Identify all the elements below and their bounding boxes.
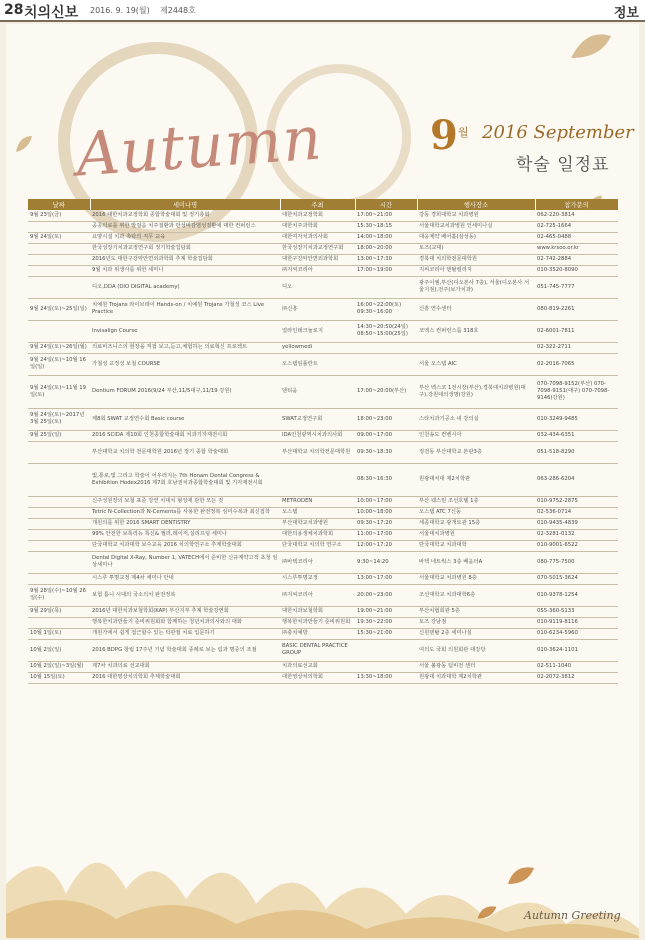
cell-seminar: 빛,통로,빛 그리고 학술이 어우러지는 7th Honam Dental Congress & Exhibition Hodex2016 제7회 호남권치과종합학술대회 및 기자재전시회: [90, 463, 280, 496]
cell-time: [355, 661, 417, 672]
cell-seminar: 부산대학교 치의학 전문대학원 2016년 정기 종합 학술대회: [90, 441, 280, 463]
cell-time: [355, 276, 417, 298]
month-suffix: 월: [458, 126, 469, 139]
cell-venue: 세종대학교 광개토관 15층: [417, 518, 535, 529]
cell-venue: 원광대 치과대학 제2치학관: [417, 672, 535, 683]
cell-host: 치과의료선교회: [280, 661, 355, 672]
cell-contact: 02-6001-7811: [535, 320, 618, 342]
cell-host: 대한치주과학회: [280, 221, 355, 232]
cell-venue: 강동 경희대학교 치과병원: [417, 210, 535, 221]
cell-host: ㈜바텍코리아: [280, 551, 355, 573]
cell-time: 09:30~18:30: [355, 441, 417, 463]
cell-time: 19:00~21:00: [355, 606, 417, 617]
cell-contact: 010-3520-8090: [535, 265, 618, 276]
leaf-icon: [506, 864, 536, 886]
cell-venue: 부산 웨스틴 조선호텔 1층: [417, 496, 535, 507]
cell-venue: 서울대학교 치과병원 8층: [417, 573, 535, 584]
cell-time: 11:00~17:00: [355, 529, 417, 540]
table-row: [28, 639, 618, 661]
cell-seminar: 2016년 대한치과보철학회(KAP) 부산지부 추계 학술강연회: [90, 606, 280, 617]
cell-contact: 055-360-5133: [535, 606, 618, 617]
cell-date: 9월 24일(토)~2017년 3월 25일(토): [28, 408, 90, 430]
table-row: [28, 320, 618, 342]
cell-seminar: 2016 대한영상치의학회 추계학술대회: [90, 672, 280, 683]
table-row: [28, 540, 618, 551]
table-row: [28, 408, 618, 430]
header-time: 시간: [355, 199, 417, 210]
cell-host: 얼라인테크놀로지: [280, 320, 355, 342]
cell-host: 오스템임플란트: [280, 353, 355, 375]
cell-contact: 010-9435-4839: [535, 518, 618, 529]
cell-time: [355, 639, 417, 661]
cell-date: 10월 2일(일)~3일(월): [28, 661, 90, 672]
table-row: [28, 254, 618, 265]
table-row: [28, 496, 618, 507]
cell-date: 9월 24일(토)~11월 19일(토): [28, 375, 90, 408]
cell-date: [28, 254, 90, 265]
cell-venue: 부산 벡스코 1전시장(부산),경북대치과병원(대구),강원대의생명(강원): [417, 375, 535, 408]
autumn-greeting: Autumn Greeting: [524, 909, 621, 922]
cell-seminar: Dentium FORUM 2016(9/24 부산,11/5대구,11/19 강원): [90, 375, 280, 408]
cell-time: 16:00~22:00(토) 09:30~16:00: [355, 298, 417, 320]
cell-venue: [417, 342, 535, 353]
table-row: [28, 463, 618, 496]
schedule-table: [28, 199, 619, 684]
cell-time: 14:30~20:50(24일) 08:50~15:00(25일): [355, 320, 417, 342]
cell-time: 19:30~22:00: [355, 617, 417, 628]
cell-venue: 여의도 국회 의원회관 대강당: [417, 639, 535, 661]
month-number: 9: [430, 112, 458, 159]
cell-contact: 010-9752-2875: [535, 496, 618, 507]
table-row: [28, 353, 618, 375]
table-row: [28, 232, 618, 243]
cell-host: 대한여자치과의사회: [280, 232, 355, 243]
cell-contact: 010-9378-1254: [535, 584, 618, 606]
cell-venue: 서울 오스템 AIC: [417, 353, 535, 375]
cell-contact: 062-220-3814: [535, 210, 618, 221]
table-row: [28, 584, 618, 606]
cell-contact: 070-5015-3624: [535, 573, 618, 584]
cell-time: 12:00~17:20: [355, 540, 417, 551]
cell-host: yellowmedi: [280, 342, 355, 353]
newspaper-name: 치의신보: [24, 5, 79, 21]
header-venue: 행사장소: [417, 199, 535, 210]
cell-venue: 대웅제약 베어홀(삼성동): [417, 232, 535, 243]
cell-host: METRODEN: [280, 496, 355, 507]
cell-contact: 02-2072-3812: [535, 672, 618, 683]
section-label: 정보: [613, 6, 639, 21]
cell-host: ㈜지씨코리아: [280, 265, 355, 276]
cell-contact: 070-7098-9152(부산) 070-7098-9151(대구) 070-7098-9146(강원): [535, 375, 618, 408]
cell-date: [28, 573, 90, 584]
cell-contact: www.krsoo.or.kr: [535, 243, 618, 254]
cell-host: 대한치과교정학회: [280, 210, 355, 221]
table-row: [28, 661, 618, 672]
cell-seminar: 2016 대한치과교정학회 종합학술대회 및 정기총회: [90, 210, 280, 221]
cell-contact: 02-2016-7065: [535, 353, 618, 375]
header-date: 날짜: [28, 199, 90, 210]
cell-seminar: 한국성장기치과교정연구회 정기학술집담회: [90, 243, 280, 254]
cell-host: SWAT교정연구회: [280, 408, 355, 430]
cell-time: 14:00~18:00: [355, 232, 417, 243]
cell-host: [280, 463, 355, 496]
cell-time: 13:00~17:30: [355, 254, 417, 265]
issue-number: 제2448호: [160, 6, 196, 15]
cell-contact: 02-511-1040: [535, 661, 618, 672]
cell-venue: 스타치과기공소 내 강의실: [417, 408, 535, 430]
cell-date: 9월 25일(일): [28, 430, 90, 441]
cell-venue: 신흥 연수센터: [417, 298, 535, 320]
cell-venue: 서울대학교치과병원 인세미나실: [417, 221, 535, 232]
cell-venue: 서울대치과병원: [417, 529, 535, 540]
table-row: [28, 276, 618, 298]
cell-seminar: 제8회 SWAT 교정연수회 Basic course: [90, 408, 280, 430]
cell-host: 덴티움: [280, 375, 355, 408]
cell-host: 부산대학교치과병원: [280, 518, 355, 529]
cell-host: ㈜지씨코리아: [280, 584, 355, 606]
cell-contact: 051-745-7777: [535, 276, 618, 298]
cell-venue: 부산치협회관 5층: [417, 606, 535, 617]
cell-date: [28, 463, 90, 496]
cell-seminar: Tetric N-Collection과 N-Cements를 사용한 완전정복 심미수복과 최신접착: [90, 507, 280, 518]
cell-time: [355, 342, 417, 353]
cell-host: ㈜충치예방: [280, 628, 355, 639]
table-header-row: [28, 199, 618, 210]
cell-time: 09:00~17:00: [355, 430, 417, 441]
table-row: [28, 628, 618, 639]
cell-time: 13:00~17:00: [355, 573, 417, 584]
page-header: [0, 0, 645, 22]
table-row: [28, 265, 618, 276]
cell-contact: 02-322-2711: [535, 342, 618, 353]
schedule-body: [28, 210, 618, 683]
cell-host: 디오: [280, 276, 355, 298]
cell-date: [28, 529, 90, 540]
cell-host: BASIC DENTAL PRACTICE GROUP: [280, 639, 355, 661]
table-row: [28, 529, 618, 540]
table-row: [28, 430, 618, 441]
page-number: 28: [4, 2, 24, 18]
cell-venue: 단국대학교 치과대학: [417, 540, 535, 551]
cell-date: [28, 518, 90, 529]
cell-seminar: Dental Digital X-Ray, Number 1, VATECH에서 준비한 신규계약고객 초청 임상세미나: [90, 551, 280, 573]
cell-contact: 010-9001-6522: [535, 540, 618, 551]
cell-date: 10월 2일(일): [28, 639, 90, 661]
cell-host: 대한의용생체치과학회: [280, 529, 355, 540]
cell-time: 18:00~20:00: [355, 243, 417, 254]
cell-date: 9월 28일(수)~10월 26일(수): [28, 584, 90, 606]
cell-seminar: 가철성 교정성 보철 COURSE: [90, 353, 280, 375]
cell-seminar: 개원의를 위한 2016 SMART DENTISTRY: [90, 518, 280, 529]
cell-date: [28, 265, 90, 276]
table-row: [28, 507, 618, 518]
cell-time: 10:00~17:00: [355, 496, 417, 507]
cell-date: [28, 551, 90, 573]
cell-host: 부산대학교 치의학전문대학원: [280, 441, 355, 463]
header-contact: 참가문의: [535, 199, 618, 210]
cell-contact: 02-465-0488: [535, 232, 618, 243]
cell-time: 9:30~14:20: [355, 551, 417, 573]
cell-time: 17:00~20:00(부산): [355, 375, 417, 408]
table-row: [28, 221, 618, 232]
cell-venue: 코엑스 컨퍼런스룸 318호: [417, 320, 535, 342]
cell-seminar: 보험 틈니 시대의 국소의치 완전정복: [90, 584, 280, 606]
table-row: [28, 551, 618, 573]
cell-date: 9월 24일(토)~25일(일): [28, 298, 90, 320]
table-row: [28, 606, 618, 617]
cell-contact: 080-819-2261: [535, 298, 618, 320]
cell-date: 10월 15일(토): [28, 672, 90, 683]
cell-time: 17:00~21:00: [355, 210, 417, 221]
cell-date: [28, 276, 90, 298]
cell-host: 대한영상치의학회: [280, 672, 355, 683]
cell-contact: 02-742-2884: [535, 254, 618, 265]
cell-seminar: 시스루 투명교정 제4차 세미나 안내: [90, 573, 280, 584]
cell-date: 9월 24일(토): [28, 232, 90, 243]
cell-date: [28, 496, 90, 507]
cell-date: [28, 617, 90, 628]
cell-date: [28, 320, 90, 342]
cell-host: 한국성장기치과교정연구회: [280, 243, 355, 254]
cell-seminar: 치예원 Trojans 라이브데이 Hands-on / 치예원 Trojans 가철성 코스 Live Practice: [90, 298, 280, 320]
table-row: [28, 441, 618, 463]
cell-seminar: 행복한치과만들기 준비위원회와 함께하는 청년치과의사와의 대화: [90, 617, 280, 628]
cell-seminar: 2016 SCIDA 제10회 인천종합학술대회 치과기자재전시회: [90, 430, 280, 441]
leaf-icon: [476, 904, 498, 920]
cell-seminar: 2016년도 대한구강악안면외과학회 추계 학술집담회: [90, 254, 280, 265]
cell-time: 18:00~23:00: [355, 408, 417, 430]
cell-venue: 오스템 ATC 7신동: [417, 507, 535, 518]
cell-venue: 신원덴탈 2층 세미나실: [417, 628, 535, 639]
cell-seminar: 의료비즈니스의 현장을 직접 보고,듣고,체험하는 의료혁신 프로젝트: [90, 342, 280, 353]
cell-time: 09:30~17:20: [355, 518, 417, 529]
cell-host: 단국대학교 치의학 연구소: [280, 540, 355, 551]
cell-venue: 토즈 강남점: [417, 617, 535, 628]
cell-venue: 경북대 치의학전문대학원: [417, 254, 535, 265]
cell-contact: 02-3281-0132: [535, 529, 618, 540]
cell-contact: 032-434-6351: [535, 430, 618, 441]
cell-seminar: 공공의료를 위한 발걸음 치주질환과 만성비감염성질환에 대한 컨퍼런스: [90, 221, 280, 232]
cell-contact: 010-9119-8116: [535, 617, 618, 628]
cell-time: 15:30~21:00: [355, 628, 417, 639]
cell-host: 대한치과보철학회: [280, 606, 355, 617]
cell-contact: 010-3624-1101: [535, 639, 618, 661]
cell-venue: 원광대치대 제2치학관: [417, 463, 535, 496]
cell-time: 17:00~19:00: [355, 265, 417, 276]
cell-host: 시스루투명교정: [280, 573, 355, 584]
cell-seminar: 단국대학교 치과대학 보수교육 2016 치의학연구소 추계학술대회: [90, 540, 280, 551]
cell-seminar: 9월 치과 위생사를 위한 세미나: [90, 265, 280, 276]
cell-venue: 지씨코리아 덴탈컬리지: [417, 265, 535, 276]
cell-date: 9월 29일(목): [28, 606, 90, 617]
cell-time: 15:30~18:15: [355, 221, 417, 232]
table-row: [28, 617, 618, 628]
month-english: 2016 September: [482, 122, 634, 143]
table-row: [28, 243, 618, 254]
table-row: [28, 672, 618, 683]
leaf-icon: [14, 134, 34, 154]
table-row: [28, 298, 618, 320]
cell-date: 9월 24일(토)~10월 16일(일): [28, 353, 90, 375]
cell-contact: 02-725-1664: [535, 221, 618, 232]
cell-host: IDA인천광역시치과의사회: [280, 430, 355, 441]
header-seminar: 세미나명: [90, 199, 280, 210]
cell-contact: 080-775-7500: [535, 551, 618, 573]
header-host: 주최: [280, 199, 355, 210]
leaf-icon: [566, 28, 616, 68]
cell-date: [28, 221, 90, 232]
cell-date: [28, 540, 90, 551]
cell-seminar: 제7차 치과의료 선교대회: [90, 661, 280, 672]
table-row: [28, 375, 618, 408]
cell-seminar: 요양시설 치과 촉탁의 직무 교육: [90, 232, 280, 243]
cell-host: ㈜신흥: [280, 298, 355, 320]
cell-date: [28, 507, 90, 518]
cell-venue: 광주이엠,부산(디오본사 7층), 서울(디오본사 서울지점),전주(보가치과): [417, 276, 535, 298]
cell-venue: 조선대학교 치과대학6층: [417, 584, 535, 606]
cell-date: [28, 243, 90, 254]
cell-contact: 02-536-0714: [535, 507, 618, 518]
issue-date: 2016. 9. 19(월): [90, 6, 150, 15]
cell-time: 20:00~23:00: [355, 584, 417, 606]
cell-date: [28, 441, 90, 463]
table-row: [28, 342, 618, 353]
cell-date: 10월 1일(토): [28, 628, 90, 639]
cell-time: 10:00~18:00: [355, 507, 417, 518]
cell-seminar: 99% 안전한 보톡리뉴 톡신& 필러,레이저,실리프팅 세미나: [90, 529, 280, 540]
cell-venue: 바텍 네트웍스 3층 베움터A: [417, 551, 535, 573]
cell-contact: 010-6234-5960: [535, 628, 618, 639]
cell-date: 9월 24일(토)~26일(월): [28, 342, 90, 353]
cell-seminar: 신주성원장의 보철 표준 강연 치대치 형성에 관한 모든 것: [90, 496, 280, 507]
cell-venue: 인천송도 컨벤시아: [417, 430, 535, 441]
cell-time: 08:30~16:30: [355, 463, 417, 496]
cell-venue: 서울 불광동 팀비전 센터: [417, 661, 535, 672]
cell-host: 대한구강악안면외과학회: [280, 254, 355, 265]
cell-seminar: 디오,DDA (DIO DIGITAL academy): [90, 276, 280, 298]
cell-time: 13:30~18:00: [355, 672, 417, 683]
cell-seminar: 개원가에서 쉽게 접근할수 있는 턱관절 치료 입문하기: [90, 628, 280, 639]
cell-contact: 051-518-8290: [535, 441, 618, 463]
schedule-title: 학술 일정표: [516, 155, 610, 175]
table-row: [28, 518, 618, 529]
cell-host: 행복한치과만들기 준비위원회: [280, 617, 355, 628]
cell-time: [355, 353, 417, 375]
cell-contact: 010-3249-9485: [535, 408, 618, 430]
cell-venue: 토즈(교대): [417, 243, 535, 254]
table-row: [28, 210, 618, 221]
cell-seminar: 2016 BDPG 창립 17주년 기념 학술대회 종례로 보는 림과 명증의 조절: [90, 639, 280, 661]
cell-seminar: Invisalign Course: [90, 320, 280, 342]
table-row: [28, 573, 618, 584]
autumn-script-title: Autumn: [73, 103, 325, 191]
cell-date: 9월 23일(금): [28, 210, 90, 221]
cell-contact: 063-286-6204: [535, 463, 618, 496]
cell-venue: 정전동 부산대학교 본관3층: [417, 441, 535, 463]
cell-host: 오스템: [280, 507, 355, 518]
